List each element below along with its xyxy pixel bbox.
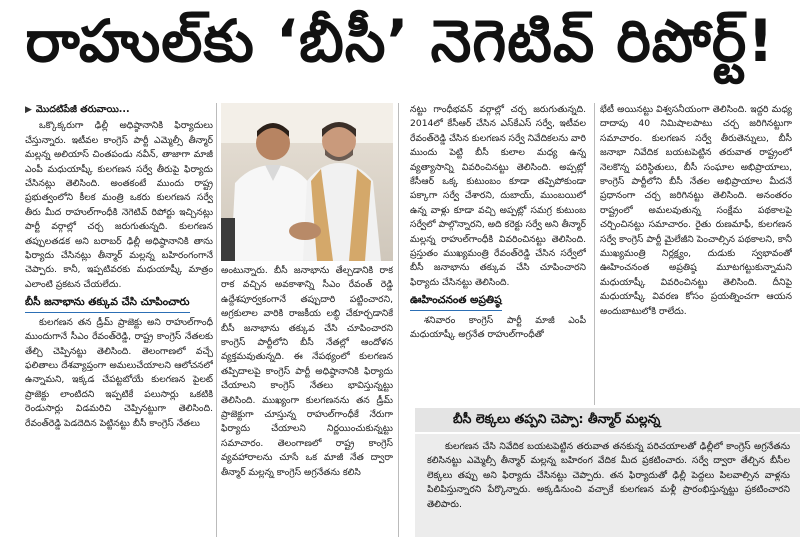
subhead-bc-population: బీసీ జనాభాను తక్కువ చేసి చూపించారు	[25, 295, 190, 312]
article-column-3	[410, 103, 586, 405]
article-column-4	[600, 103, 792, 405]
col3-paragraph-1: నట్టు గాంధీభవన్ వర్గాల్లో చర్చ జరుగుతున్నది. 2014లో కేసీఆర్ చేసిన ఎస్‌కేఎస్ సర్వే, ఇటీవల రేవంత్‌రెడ్డి చేసిన కులగణన సర్వే నివేదికలను వారి ముందు పెట్టి బీసీ కులాల మధ్య ఉన్న వ్యత్యాసాన్ని వివరించినట్టు తెలిసింది. అప్పట్లో కేసీఆర్ ఒక్క కుటుంబం కూడా తప్పిపోకుండా పక్కాగా సర్వే చేశారని, దుబాయ్, ముంబయిలో ఉన్న వాళ్లు కూడా వచ్చి అప్పట్లో సమగ్ర కుటుంబ సర్వేలో పాల్గొన్నారని, అది కరెక్టు సర్వే అని తీన్మార్ మల్లన్న రాహుల్‌గాంధీకి వివరించినట్టు తెలిసింది. ప్రస్తుతం ముఖ్యమంత్రి రేవంత్‌రెడ్డి చేసిన సర్వేలో బీసీ జనాభాను తక్కువ చేసి చూపించారని ఫిర్యాదు చేసినట్టు తెలిసింది.	[410, 104, 586, 288]
photo-leaders	[221, 103, 393, 261]
col1-paragraph-1: ఒక్కొక్కరుగా ఢిల్లీ అధిష్ఠానానికి ఫిర్యాదులు చేస్తున్నారు. ఇటీవల కాంగ్రెస్ పార్టీ ఎమ్మెల్సీ తీన్మార్ మల్లన్న అలియాస్ చింతపండు నవీన్, తాజాగా మాజీ ఎంపీ మధుయాష్కీ కులగణన సర్వే తీరుపై ఫిర్యాదు చేసినట్లు తెలిసింది. అంతకంటే ముందు రాష్ట్ర ప్రభుత్వంలోని కీలక మంత్రి ఒకరు కులగణన సర్వే తీరు మీద రాహుల్‌గాంధీకి నెగెటివ్ రిపోర్టు ఇచ్చినట్లు పార్టీ వర్గాల్లో చర్చ జరుగుతున్నది. కులగణన తప్పులతడక అని బరాబర్ ఢిల్లీ అధిష్ఠానానికి తాను ఫిర్యాదు చేసినట్లు తీన్మార్ మల్లన్న బహిరంగంగానే చెప్పారు. కానీ, ఇప్పటివరకు మధుయాష్కీ మాత్రం ఎలాంటి ప్రకటన చేయలేదు.	[25, 120, 213, 290]
col2-paragraph-1: అంటున్నారు. బీసీ జనాభాను తేల్చడానికి రాక రాక వచ్చిన అవకాశాన్ని సీఎం రేవంత్ రెడ్డి ఉద్దేశపూర్వకంగానే తప్పుదారి పట్టించారని, అగ్రకులాల వారికి రాజకీయ లబ్ధి చేకూర్చడానికే బీసీ జనాభాను తక్కువ చేసి చూపించారని కాంగ్రెస్ పార్టీలోని బీసీ నేతల్లో ఆందోళన వ్యక్తమవుతున్నది. ఈ నేపథ్యంలో కులగణన తప్పిదాలపై కాంగ్రెస్ పార్టీ అధిష్ఠానానికి ఫిర్యాదు చేయాలని కాంగ్రెస్ నేతలు భావిస్తున్నట్టు తెలిసింది. ముఖ్యంగా కులగణనను తన డ్రీమ్ ప్రాజెక్టుగా చూస్తున్న రాహుల్‌గాంధీకే నేరుగా ఫిర్యాదు చేయాలని నిర్ణయించుకున్నట్టు సమాచారం. తెలంగాణలో రాష్ట్ర కాంగ్రెస్ వ్యవహారాలను చూసే ఒక మాజీ నేత ద్వారా తీన్మార్ మల్లన్న కాంగ్రెస్ అగ్రనేతను కలిసి	[221, 265, 393, 478]
column-divider	[398, 103, 399, 537]
article-column-2	[221, 264, 393, 537]
col3-paragraph-2: శనివారం కాంగ్రెస్ పార్టీ మాజీ ఎంపీ మధుయాష్కీ అగ్రనేత రాహుల్‌గాంధీతో	[410, 314, 586, 341]
photo-illustration	[221, 103, 393, 261]
headline: రాహుల్‌కు ‘బీసీ’ నెగెటివ్ రిపోర్ట్!	[25, 7, 775, 75]
box-paragraph: కులగణన చేసి నివేదిక బయటపెట్టిన తరువాత తనకున్న పరిచయాలతో ఢిల్లీలో కాంగ్రెస్ అగ్రనేతను కలిసినట్టు ఎమ్మెల్సీ తీన్మార్ మల్లన్న బహిరంగ వేదిక మీద ప్రకటించారు. సర్వే ద్వారా తేల్చిన బీసీల లెక్కలు తప్పు అని ఫిర్యాదు చేసినట్టు చెప్పారు. తన ఫిర్యాదుతో ఢిల్లీ పెద్దలు పిలవాల్సిన వాళ్లను పిలిపిస్తున్నారని పేర్కొన్నారు. అక్కడినుంచి వచ్చాకే కులగణన మళ్లీ ప్రారంభిస్తున్నట్టు ప్రకటించారని తెలిపారు.	[427, 441, 790, 510]
box-body	[415, 434, 800, 537]
col1-paragraph-2: కులగణన తన డ్రీమ్ ప్రాజెక్టు అని రాహుల్‌గాంధీ ముందుగానే సీఎం రేవంత్‌రెడ్డి, రాష్ట్ర కాంగ్రెస్ నేతలకు తేల్చి చెప్పినట్టు తెలిసింది. తెలంగాణలో వచ్చే ఫలితాలు దేశవ్యాప్తంగా అమలుచేయాలని ఆలోచనలో ఉన్నామని, ఇక్కడ చేపట్టబోయే కులగణన పైలట్ ప్రాజెక్టు లాంటిదని ఇప్పటికే పలుసార్లు ఒకటికి రెండుసార్లు విడమరిచి చెప్పినట్టుగా తెలిసింది. రేవంత్‌రెడ్డి పెడదెదిన పెట్టినట్టు బీసీ కాంగ్రెస్ నేతలు	[25, 316, 213, 429]
subhead-disrepute: ఊహించనంత అప్రతిష్ఠ	[410, 293, 502, 310]
column-divider	[216, 103, 217, 537]
col4-paragraph-1: భేటీ అయినట్టు విశ్వసనీయంగా తెలిసింది. ఇద్దరి మధ్య దాదాపు 40 నిమిషాలపాటు చర్చ జరిగినట్టుగా సమాచారం. కులగణన సర్వే తీరుతెన్నులు, బీసీ జనాభా నివేదిక బయటపెట్టిన తరువాత రాష్ట్రంలో నెలకొన్న పరిస్థితులు, బీసీ సంఘాల అభిప్రాయాలు, కాంగ్రెస్ పార్టీలోని బీసీ నేతల అభిప్రాయాల మీదనే ప్రధానంగా చర్చ జరిగినట్టు తెలిసింది. అనంతరం రాష్ట్రంలో అమలవుతున్న సంక్షేమ పథకాలపై చర్చించినట్టు సమాచారం. రైతు రుణమాఫీ, కులగణన సర్వే కాంగ్రెస్ పార్టీ మైలేజీని పెంచాల్సిన పథకాలని, కానీ ముఖ్యమంత్రి నిర్లక్ష్యం, దుడుకు స్వభావంతో ఊహించనంత అప్రతిష్ఠ మూటగట్టుకున్నామని మధుయాష్కీ వివరించినట్టు తెలిసింది. దీనిపై మధుయాష్కీ వివరణ కోసం ప్రయత్నించగా ఆయన అందుబాటులోకి రాలేదు.	[600, 104, 792, 317]
article-column-1	[25, 103, 213, 537]
column-divider	[594, 103, 595, 405]
arrow-right-icon: ▶	[25, 105, 32, 115]
kicker-text: మొదటిపేజీ తరువాయి...	[35, 104, 130, 115]
box-title: బీసీ లెక్కలు తప్పని చెప్పా: తీన్మార్ మల్లన్న	[415, 408, 800, 432]
kicker	[25, 103, 213, 117]
